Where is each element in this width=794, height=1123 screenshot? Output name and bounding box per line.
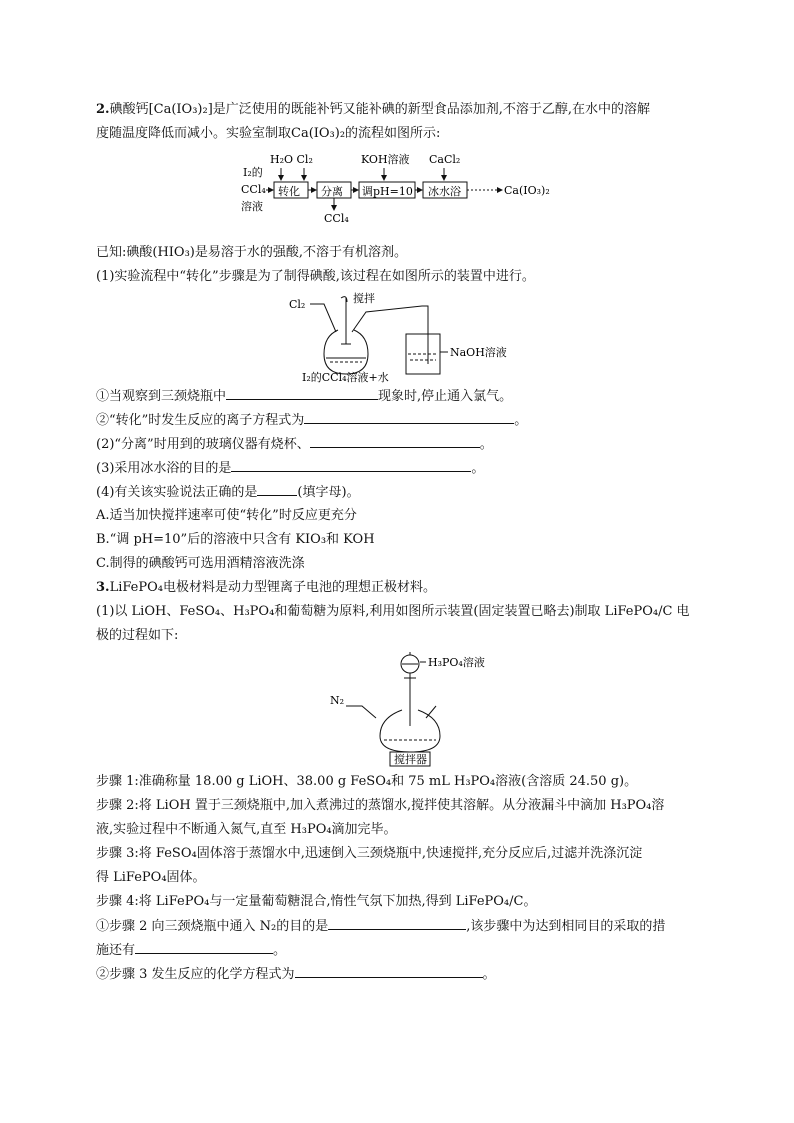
q3-stirrer-label: 搅拌器	[394, 753, 427, 766]
q3-question-b: ②步骤 3 发生反应的化学方程式为 。	[96, 964, 496, 985]
flow-box-icebath: 冰水浴	[428, 185, 461, 198]
flow-output-ccl4: CCl₄	[324, 212, 349, 225]
q3-funnel-label: H₃PO₄溶液	[428, 656, 485, 669]
q2-part4: (4)有关该实验说法正确的是 (填字母)。	[96, 482, 360, 503]
flow-product: Ca(IO₃)₂	[504, 184, 550, 197]
answer-blank-3a[interactable]	[328, 916, 466, 930]
flow-start-3: 溶液	[241, 200, 263, 213]
q2-part3: (3)采用冰水浴的目的是 。	[96, 458, 484, 479]
answer-blank-2[interactable]	[310, 434, 480, 448]
q2-known: 已知:碘酸(HIO₃)是易溶于水的强酸,不溶于有机溶剂。	[96, 245, 407, 260]
apparatus-caption: I₂的CCl₄溶液+水	[302, 371, 389, 384]
q3-step3-line1: 步骤 3:将 FeSO₄固体溶于蒸馏水中,迅速倒入三颈烧瓶中,快速搅拌,充分反应后,过滤并洗涤沉淀	[96, 846, 643, 861]
flow-input-1: H₂O Cl₂	[270, 153, 313, 166]
q2-stem-1: 碘酸钙[Ca(IO₃)₂]是广泛使用的既能补钙又能补碘的新型食品添加剂,不溶于乙醇,在水中的溶解	[109, 102, 651, 117]
q3-step3-line2: 得 LiFePO₄固体。	[96, 870, 206, 885]
q3-line1	[96, 578, 436, 598]
q2-option-c: C.制得的碘酸钙可选用酒精溶液洗涤	[96, 556, 305, 571]
answer-blank-1a[interactable]	[226, 386, 378, 400]
q2-apparatus	[286, 292, 526, 384]
q2-line1	[96, 100, 650, 120]
q3-question-a-line2: 施还有 。	[96, 940, 286, 961]
q2-part1-b: ②“转化”时发生反应的离子方程式为 。	[96, 410, 527, 431]
q3-part1-line2: 极的过程如下:	[96, 628, 179, 643]
q3-apparatus	[326, 648, 486, 770]
q3-step1: 步骤 1:准确称量 18.00 g LiOH、38.00 g FeSO₄和 75 mL H₃PO₄溶液(含溶质 24.50 g)。	[96, 774, 638, 789]
q2-flow-diagram	[236, 152, 576, 228]
answer-blank-3b[interactable]	[295, 964, 483, 978]
q2-number: 2.	[96, 102, 110, 117]
flow-box-convert: 转化	[278, 185, 300, 198]
flow-start-1: I₂的	[243, 166, 263, 179]
flow-input-3: CaCl₂	[429, 153, 461, 166]
flow-input-2: KOH溶液	[361, 153, 410, 166]
answer-blank-1b[interactable]	[304, 410, 514, 424]
apparatus-cl2-label: Cl₂	[289, 298, 306, 311]
q3-step2-line2: 液,实验过程中不断通入氮气,直至 H₃PO₄滴加完毕。	[96, 822, 397, 837]
q3-stem: LiFePO₄电极材料是动力型锂离子电池的理想正极材料。	[109, 580, 436, 595]
flow-box-ph: 调pH=10	[362, 185, 413, 198]
q3-question-a: ①步骤 2 向三颈烧瓶中通入 N₂的目的是 ,该步骤中为达到相同目的采取的措	[96, 916, 665, 937]
q3-step4: 步骤 4:将 LiFePO₄与一定量葡萄糖混合,惰性气氛下加热,得到 LiFePO₄/C。	[96, 894, 537, 909]
answer-blank-3[interactable]	[231, 458, 471, 472]
q3-part1-line1: (1)以 LiOH、FeSO₄、H₃PO₄和葡萄糖为原料,利用如图所示装置(固定装置已略去)制取 LiFePO₄/C 电	[96, 604, 690, 619]
answer-blank-4[interactable]	[257, 482, 297, 496]
apparatus-stir-label: 搅拌	[353, 292, 375, 305]
q3-n2-label: N₂	[330, 694, 345, 707]
q2-part2: (2)“分离”时用到的玻璃仪器有烧杯、 。	[96, 434, 493, 455]
flow-start-2: CCl₄	[241, 183, 266, 196]
q2-option-a: A.适当加快搅拌速率可使“转化”时反应更充分	[96, 508, 357, 523]
q2-part1: (1)实验流程中“转化”步骤是为了制得碘酸,该过程在如图所示的装置中进行。	[96, 269, 535, 284]
flow-box-separate: 分离	[321, 185, 343, 198]
answer-blank-3a-2[interactable]	[135, 940, 273, 954]
q3-step2-line1: 步骤 2:将 LiOH 置于三颈烧瓶中,加入煮沸过的蒸馏水,搅拌使其溶解。从分液漏斗中滴加 H₃PO₄溶	[96, 798, 665, 813]
q2-stem-2: 度随温度降低而减小。实验室制取Ca(IO₃)₂的流程如图所示:	[96, 126, 441, 141]
q2-part1-a: ①当观察到三颈烧瓶中 现象时,停止通入氯气。	[96, 386, 512, 407]
q3-number: 3.	[96, 580, 110, 595]
apparatus-naoh-label: NaOH溶液	[450, 346, 507, 359]
q2-option-b: B.“调 pH=10”后的溶液中只含有 KIO₃和 KOH	[96, 532, 375, 547]
